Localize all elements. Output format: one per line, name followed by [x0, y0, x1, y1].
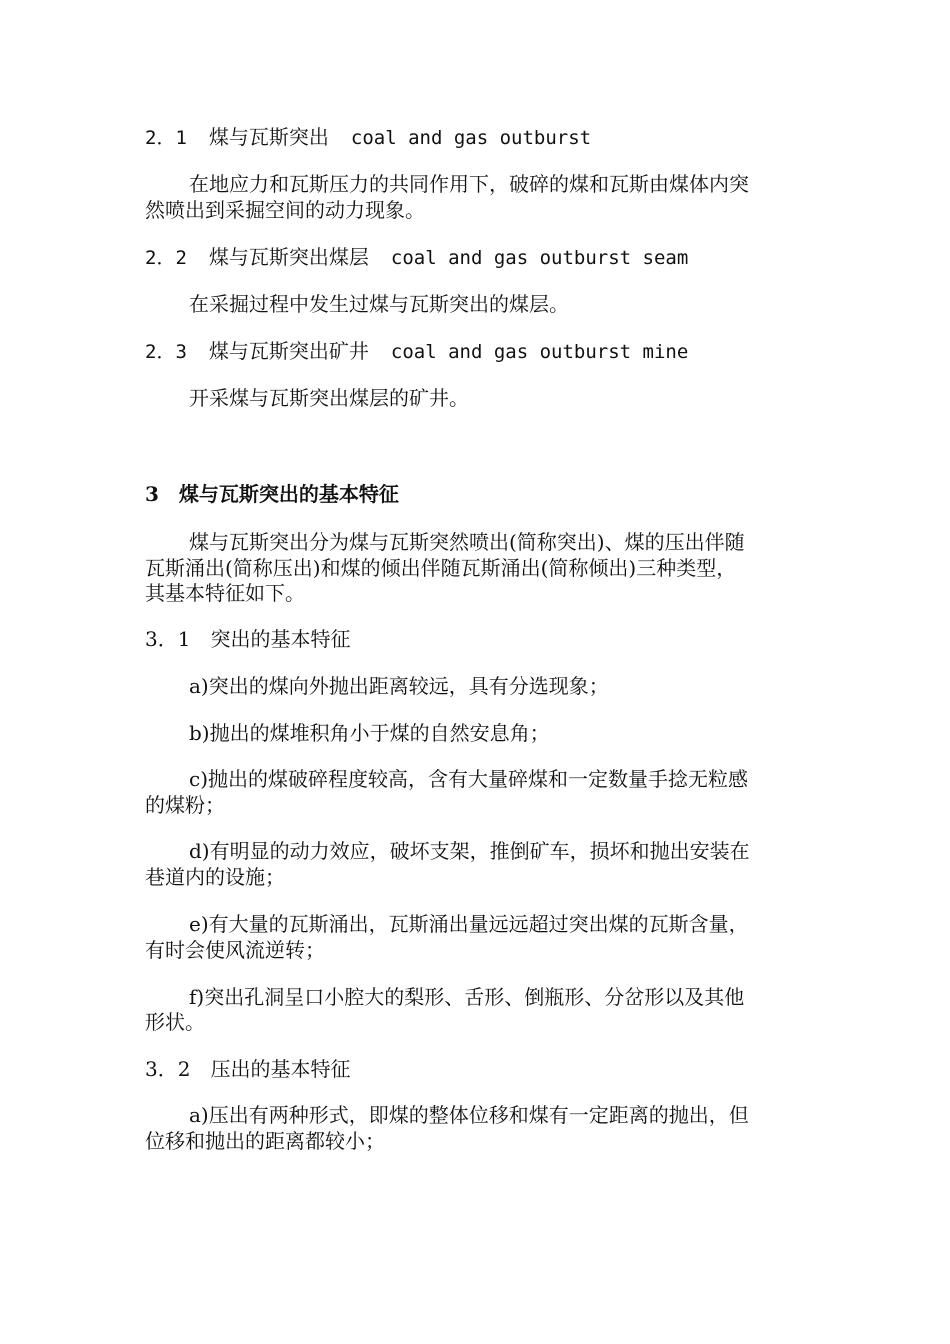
list-item-c-continued: 的煤粉； [145, 793, 225, 817]
list-item-b: b)抛出的煤堆积角小于煤的自然安息角； [189, 721, 550, 745]
definition-line: 在采掘过程中发生过煤与瓦斯突出的煤层。 [189, 292, 569, 316]
definition-line: 开采煤与瓦斯突出煤层的矿井。 [189, 386, 469, 410]
subsection-3-2-title: 3．2 压出的基本特征 [145, 1057, 351, 1081]
term-2-1-heading [145, 124, 810, 151]
term-english: coal and gas outburst [350, 127, 592, 149]
term-2-2-heading [145, 244, 810, 271]
list-item-f: f)突出孔洞呈口小腔大的梨形、舌形、倒瓶形、分岔形以及其他 [189, 985, 745, 1009]
list-item-d: d)有明显的动力效应，破坏支架，推倒矿车，损坏和抛出安装在 [189, 839, 750, 863]
subsection-3-1-title: 3．1 突出的基本特征 [145, 627, 351, 651]
list-item-e: e)有大量的瓦斯涌出，瓦斯涌出量远远超过突出煤的瓦斯含量， [189, 912, 749, 936]
term-chinese: 煤与瓦斯突出 [208, 125, 329, 149]
paragraph-line: 煤与瓦斯突出分为煤与瓦斯突然喷出(简称突出)、煤的压出伴随 [189, 530, 745, 554]
list-item-f-continued: 形状。 [145, 1010, 205, 1034]
term-number: 2．3 [145, 341, 187, 363]
list-item-a: a)突出的煤向外抛出距离较远，具有分选现象； [189, 674, 609, 698]
list-item-e-continued: 有时会使风流逆转； [145, 938, 325, 962]
term-chinese: 煤与瓦斯突出煤层 [208, 245, 369, 269]
term-number: 2．1 [145, 127, 187, 149]
term-english: coal and gas outburst mine [390, 341, 689, 363]
list-item-d-continued: 巷道内的设施； [145, 865, 285, 889]
list-item-a: a)压出有两种形式，即煤的整体位移和煤有一定距离的抛出，但 [189, 1103, 749, 1127]
term-english: coal and gas outburst seam [390, 247, 689, 269]
section-3-heading: 3 煤与瓦斯突出的基本特征 [145, 482, 399, 506]
definition-line: 然喷出到采掘空间的动力现象。 [145, 198, 425, 222]
term-chinese: 煤与瓦斯突出矿井 [208, 339, 369, 363]
paragraph-line: 其基本特征如下。 [145, 581, 305, 605]
term-2-3-heading [145, 338, 810, 365]
paragraph-line: 瓦斯涌出(简称压出)和煤的倾出伴随瓦斯涌出(简称倾出)三种类型， [145, 556, 737, 580]
list-item-c: c)抛出的煤破碎程度较高，含有大量碎煤和一定数量手捻无粒感 [189, 767, 749, 791]
definition-line: 在地应力和瓦斯压力的共同作用下，破碎的煤和瓦斯由煤体内突 [189, 172, 749, 196]
term-number: 2．2 [145, 247, 187, 269]
list-item-a-continued: 位移和抛出的距离都较小； [145, 1129, 385, 1153]
